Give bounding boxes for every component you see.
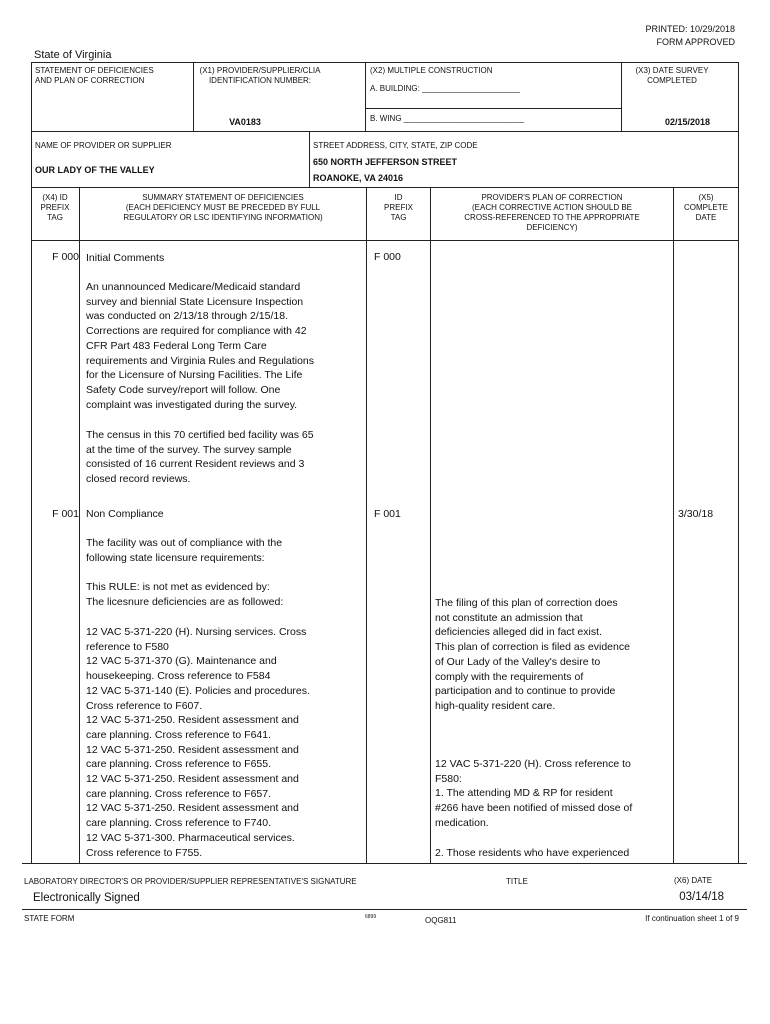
entry1-para2: The census in this 70 certified bed facility was 65 at the time of the survey. The survey sample consisted of 16 current Resident reviews and 3 closed record reviews. bbox=[86, 429, 314, 486]
entry2-para3: 12 VAC 5-371-220 (H). Nursing services. Cross reference to F580 12 VAC 5-371-370 (G). Maintenance and housekeeping. Cross reference to F584 12 VAC 5-371-140 (E). Policies and procedures. Cross reference to F607. 12 VAC 5-371-250. Resident assessment and care planning. Cross reference to F641. 12 VAC 5-371-250. Resident assessment and care planning. Cross reference to F655. 12 VAC 5-371-250. Resident assessment and care planning. Cross reference to F657. 12 VAC 5-371-250. Resident assessment and care planning. Cross reference to F740. 12 VAC 5-371-300. Pharmaceutical services. Cross reference to F755. bbox=[86, 626, 310, 859]
form-approved: FORM APPROVED bbox=[656, 37, 735, 47]
form-code: 6899 bbox=[365, 914, 377, 920]
signature-value: Electronically Signed bbox=[33, 892, 140, 904]
col-divider-id bbox=[430, 187, 431, 863]
building-label: A. BUILDING: ______________________ bbox=[370, 84, 520, 93]
x6-date-label: (X6) DATE bbox=[674, 876, 713, 885]
divider-address bbox=[309, 131, 310, 187]
x3-label: (X3) DATE SURVEY COMPLETED bbox=[635, 66, 709, 85]
signature-label: LABORATORY DIRECTOR'S OR PROVIDER/SUPPLIER REPRESENTATIVE'S SIGNATURE bbox=[24, 877, 357, 886]
entry2-plan1: The filing of this plan of correction does not constitute an admission that deficiencies alleged did in fact exist. This plan of correction is filed as evidence of Our Lady of the Valley's desire to comply with the requirements of participation and to continue to provide high-quality resident care. bbox=[435, 597, 630, 712]
header-provider-bottom-line bbox=[31, 187, 739, 188]
continuation-sheet: If continuation sheet 1 of 9 bbox=[645, 914, 739, 923]
entry2-id-tag: F 001 bbox=[374, 508, 401, 520]
entry1-title: Initial Comments bbox=[86, 252, 165, 264]
provider-label: NAME OF PROVIDER OR SUPPLIER bbox=[35, 141, 172, 150]
entry2-plan3: 2. Those residents who have experienced bbox=[435, 847, 630, 859]
entry2-para1: The facility was out of compliance with the following state licensure requirements: bbox=[86, 537, 283, 564]
entry2-plan2: 12 VAC 5-371-220 (H). Cross reference to F580: 1. The attending MD & RP for resident #266 have been notified of missed dose of medication. bbox=[435, 758, 633, 829]
id-header: ID PREFIX TAG bbox=[384, 193, 413, 222]
state-form-label: STATE FORM bbox=[24, 914, 75, 923]
plan-header: PROVIDER'S PLAN OF CORRECTION (EACH CORRECTIVE ACTION SHOULD BE CROSS-REFERENCED TO THE APPROPRIATE DEFICIENCY) bbox=[464, 193, 640, 232]
title-label: TITLE bbox=[506, 877, 528, 886]
summary-header: SUMMARY STATEMENT OF DEFICIENCIES (EACH DEFICIENCY MUST BE PRECEDED BY FULL REGULATORY OR LSC IDENTIFYING INFORMATION) bbox=[123, 193, 323, 222]
col-divider-x4 bbox=[79, 187, 80, 863]
col-divider-summary bbox=[366, 187, 367, 863]
left-border-body bbox=[31, 240, 32, 863]
x3-value: 02/15/2018 bbox=[664, 117, 710, 127]
printed-date: PRINTED: 10/29/2018 bbox=[645, 24, 735, 34]
x2-label: (X2) MULTIPLE CONSTRUCTION bbox=[370, 66, 493, 75]
entry2-para2: This RULE: is not met as evidenced by: The licesnure deficiencies are as followed: bbox=[86, 581, 284, 608]
header-top-line bbox=[31, 62, 739, 63]
statement-label: STATEMENT OF DEFICIENCIES AND PLAN OF CORRECTION bbox=[35, 66, 154, 85]
address-label: STREET ADDRESS, CITY, STATE, ZIP CODE bbox=[313, 141, 478, 150]
entry1-para1: An unannounced Medicare/Medicaid standard survey and biennial State Licensure Inspection was conducted on 2/13/18 through 2/15/18. Corrections are required for compliance with 42 CFR Part 483 Federal Long Term Care requirements and Virginia Rules and Regulations for the Licensure of Nursing Facilities. The Life Safety Code survey/report will follow. One complaint was investigated during the survey. bbox=[86, 281, 315, 411]
address-line1: 650 NORTH JEFFERSON STREET bbox=[313, 157, 458, 167]
state-title: State of Virginia bbox=[34, 49, 112, 61]
entry2-tag: F 001 bbox=[52, 508, 79, 520]
columns-header-bottom-line bbox=[31, 240, 739, 241]
header-mid-line bbox=[31, 131, 739, 132]
x1-label: (X1) PROVIDER/SUPPLIER/CLIA IDENTIFICATION NUMBER: bbox=[199, 66, 321, 85]
signature-date: 03/14/18 bbox=[679, 891, 724, 903]
x5-header: (X5) COMPLETE DATE bbox=[683, 193, 728, 222]
x4-header: (X4) ID PREFIX TAG bbox=[40, 193, 70, 222]
address-line2: ROANOKE, VA 24016 bbox=[313, 173, 404, 183]
entry2-date: 3/30/18 bbox=[678, 508, 714, 520]
wing-label: B. WING ___________________________ bbox=[370, 114, 524, 123]
footer-bottom-line bbox=[22, 909, 747, 910]
footer-top-line bbox=[22, 863, 747, 864]
entry2-title: Non Compliance bbox=[86, 508, 164, 520]
right-border bbox=[738, 62, 739, 240]
right-border-body bbox=[738, 240, 739, 863]
divider-x1 bbox=[193, 62, 194, 131]
entry1-tag: F 000 bbox=[52, 251, 79, 263]
x1-value: VA0183 bbox=[229, 117, 261, 127]
event-id: OQG811 bbox=[425, 916, 457, 925]
col-divider-plan bbox=[673, 187, 674, 863]
building-wing-line bbox=[365, 108, 621, 109]
entry1-id-tag: F 000 bbox=[374, 251, 401, 263]
divider-x2 bbox=[365, 62, 366, 131]
provider-value: OUR LADY OF THE VALLEY bbox=[35, 165, 155, 175]
